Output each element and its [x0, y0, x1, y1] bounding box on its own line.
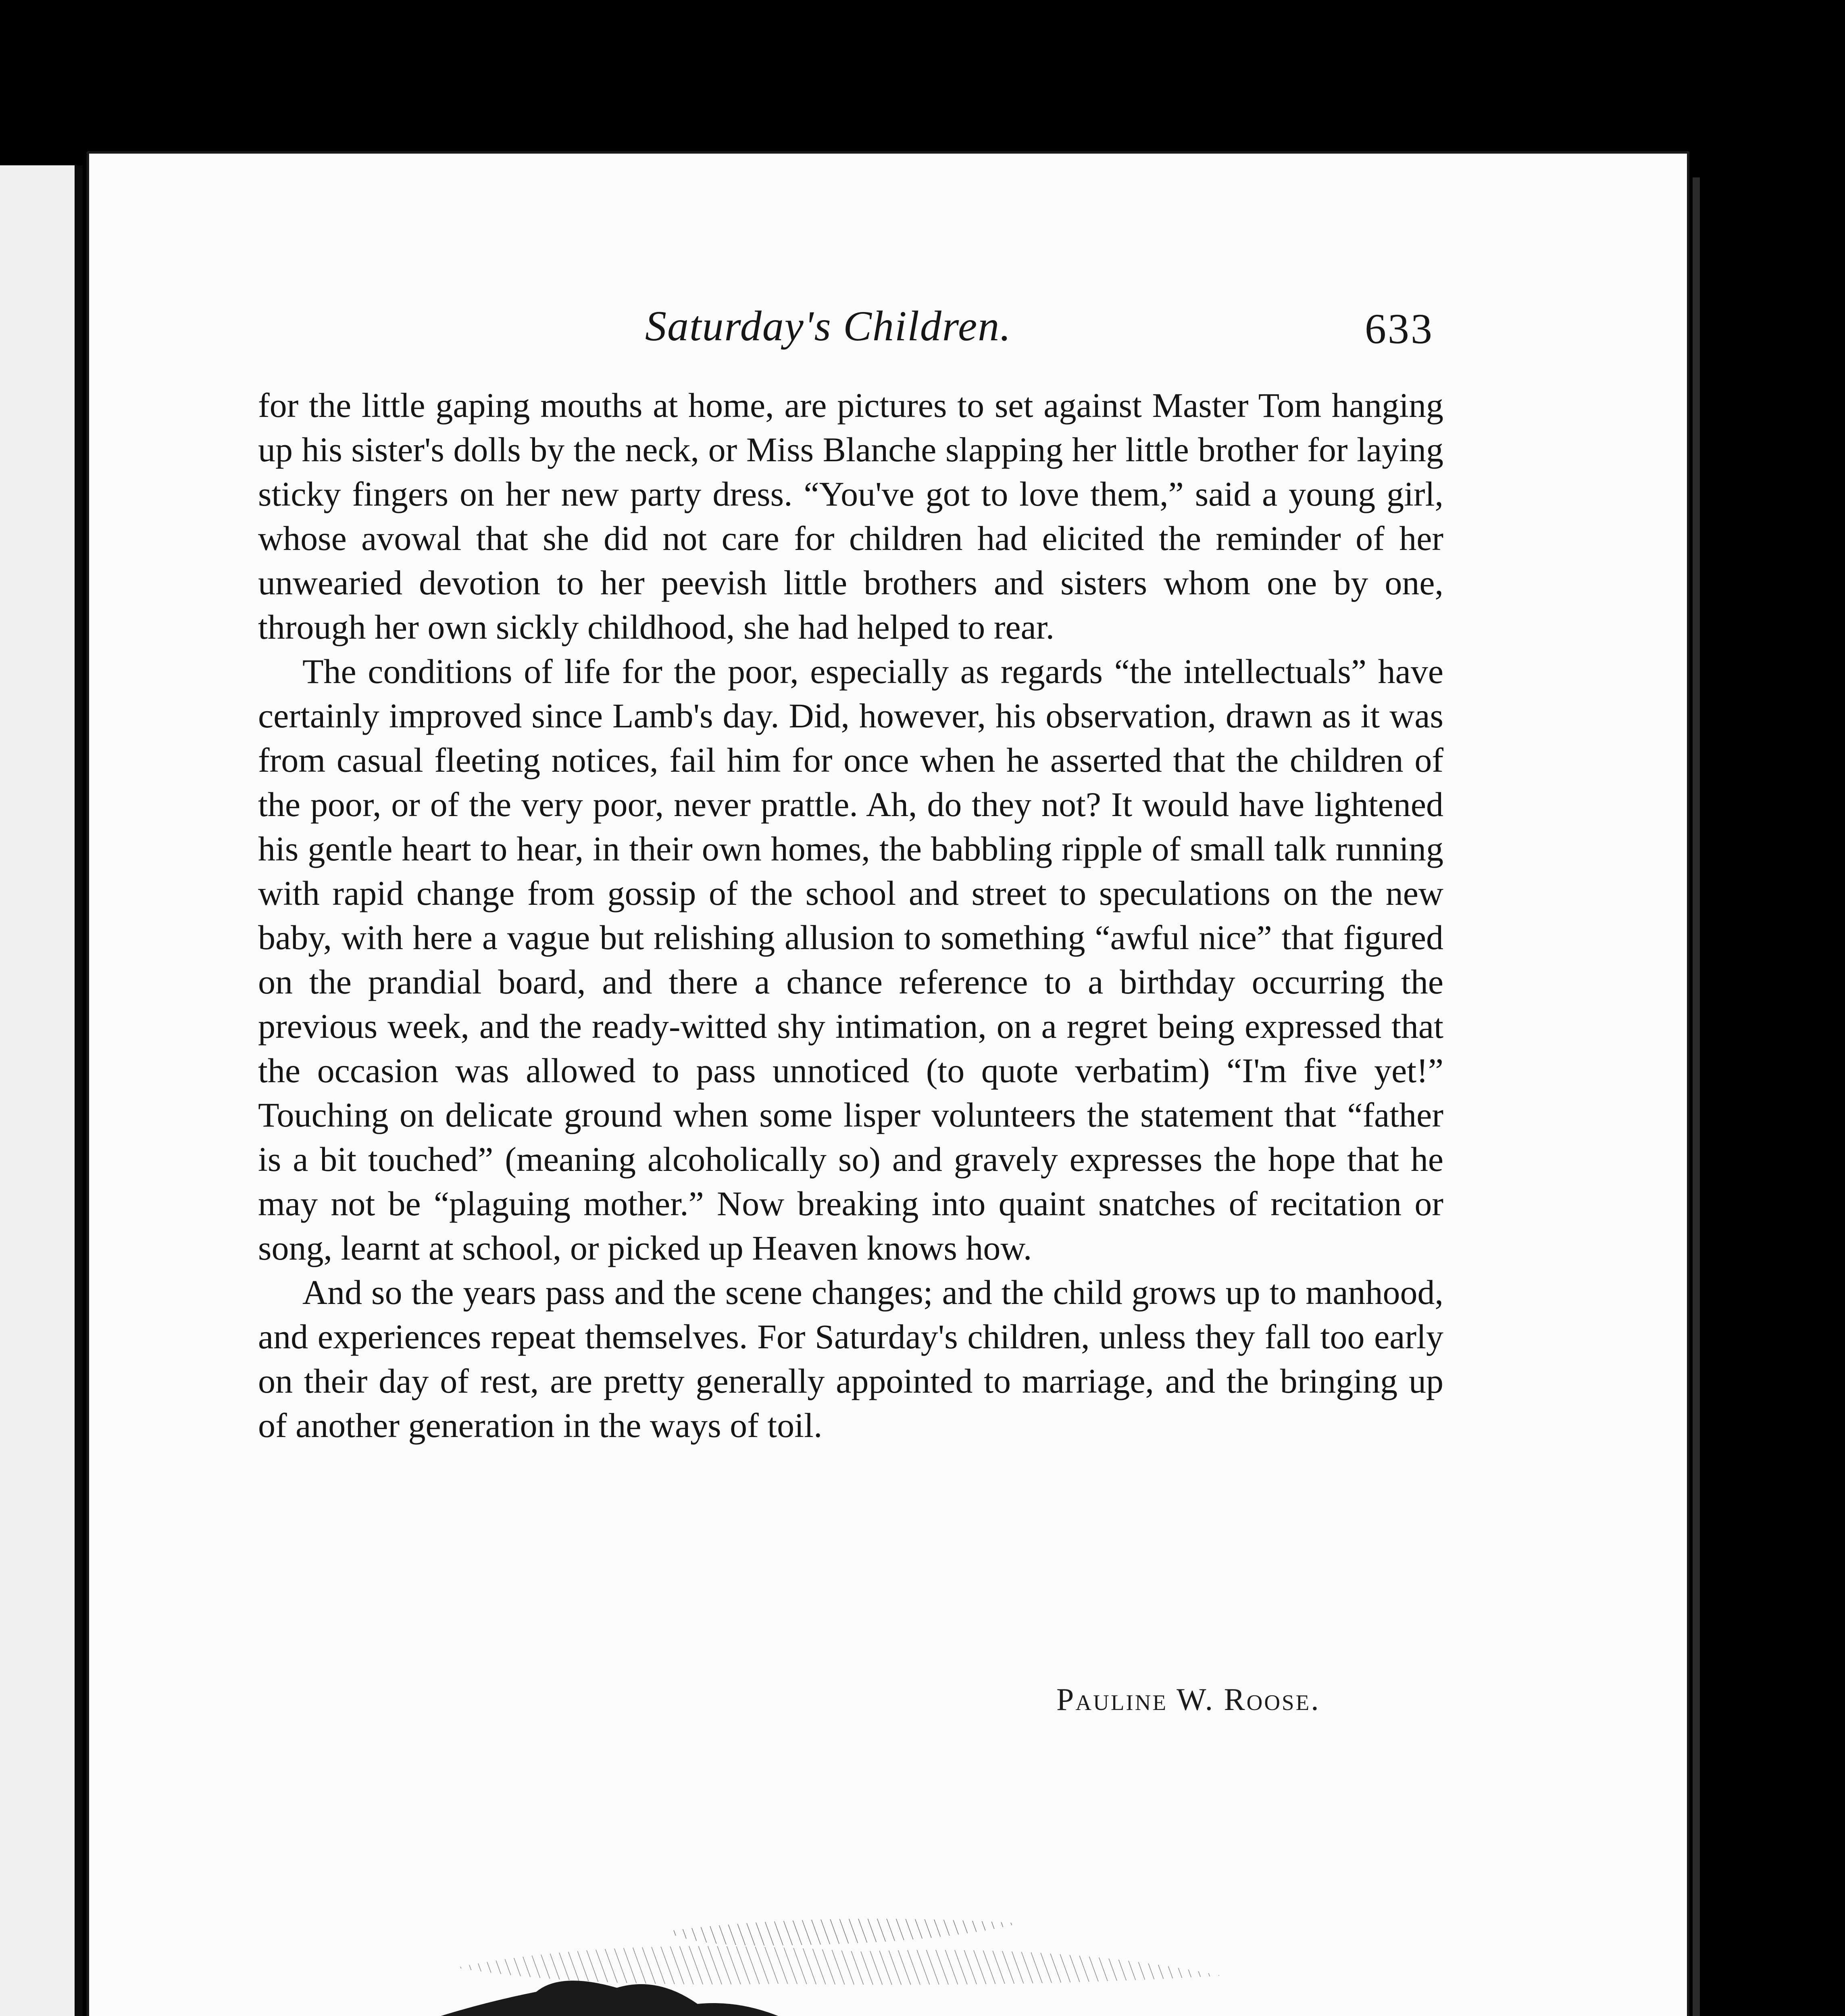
- page-number: 633: [1365, 305, 1434, 352]
- page-binding-edge: [1693, 177, 1700, 2016]
- previous-page-edge: [0, 165, 83, 2016]
- landscape-vignette-illustration: [335, 1907, 1383, 2016]
- author-signature: Pauline W. Roose.: [1056, 1682, 1320, 1717]
- running-title: Saturday's Children.: [645, 302, 1012, 350]
- article-body: [258, 383, 1443, 1447]
- body-paragraph: The conditions of life for the poor, especially as regards “the intellectuals” have certainly improved since Lamb's day. Did, however, his observation, drawn as it was from casual fleeting notices, fail him for once when he asserted that the children of the poor, or of the very poor, never prattle. Ah, do they not? It would have lightened his gentle heart to hear, in their own homes, the babbling ripple of small talk running with rapid change from gossip of the school and street to speculations on the new baby, with here a vague but relishing allusion to something “awful nice” that figured on the prandial board, and there a chance reference to a birthday occurring the previous week, and the ready-witted shy intimation, on a regret being expressed that the occasion was allowed to pass unnoticed (to quote verbatim) “I'm five yet!” Touching on delicate ground when some lisper volunteers the statement that “father is a bit touched” (meaning alcoholically so) and gravely expresses the hope that he may not be “plaguing mother.” Now breaking into quaint snatches of recitation or song, learnt at school, or picked up Heaven knows how.: [258, 652, 1443, 1267]
- body-paragraph: for the little gaping mouths at home, are pictures to set against Master Tom hanging up his sister's dolls by the neck, or Miss Blanche slapping her little brother for laying sticky fingers on her new party dress. “You've got to love them,” said a young girl, whose avowal that she did not care for children had elicited the reminder of her unwearied devotion to her peevish little brothers and sisters whom one by one, through her own sickly childhood, she had helped to rear.: [258, 386, 1443, 646]
- body-paragraph: And so the years pass and the scene changes; and the child grows up to manhood, and experiences repeat themselves. For Saturday's children, unless they fall too early on their day of rest, are pretty generally appointed to marriage, and the bringing up of another generation in the ways of toil.: [258, 1273, 1443, 1445]
